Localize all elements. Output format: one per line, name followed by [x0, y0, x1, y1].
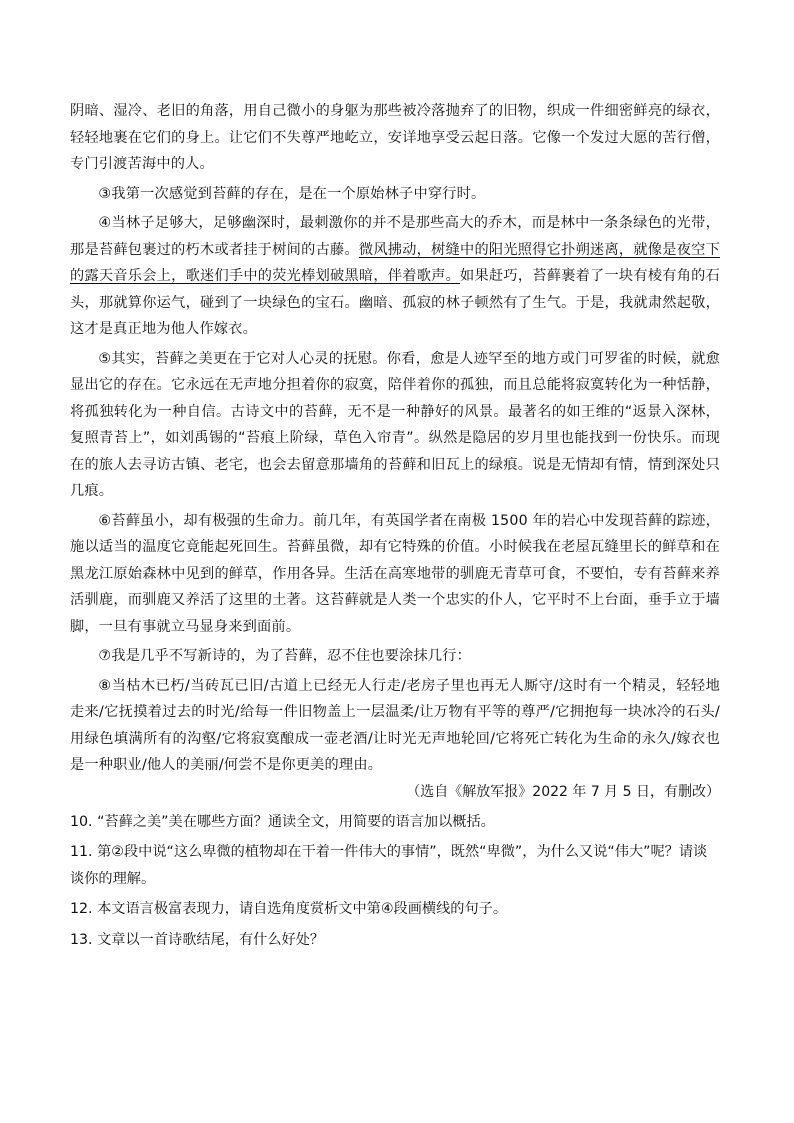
paragraph-5: ⑤其实，苔藓之美更在于它对人心灵的抚慰。你看，愈是人迹罕至的地方或门可罗雀的时候，就愈显出它的存在。它永远在无声地分担着你的寂寞，陪伴着你的孤独，而且总能将寂寞转化为一种恬静，将孤独转化为一种自信。古诗文中的苔藓，无不是一种静好的风景。最著名的如王维的“返景入深林，复照青苔上”，如刘禹锡的“苔痕上阶绿，草色入帘青”。纵然是隐居的岁月里也能找到一份快乐。而现在的旅人去寻访古镇、老宅，也会去留意那墙角的苔藓和旧瓦上的绿痕。说是无情却有情，情到深处只几痕。	[70, 350, 720, 499]
paragraph-continuation: 阴暗、湿冷、老旧的角落，用自己微小的身躯为那些被冷落抛弃了的旧物，织成一件细密鲜亮的绿衣，轻轻地裹在它们的身上。让它们不失尊严地屹立，安详地享受云起日落。它像一个发过大愿的苦行僧，专门引渡苦海中的人。	[70, 103, 720, 172]
paragraph-4	[70, 210, 720, 343]
question-11: 11. 第②段中说“这么卑微的植物却在干着一件伟大的事情”，既然“卑微”，为什么又说“伟大”呢？请谈谈你的理解。	[70, 844, 708, 887]
paragraph-6: ⑥苔藓虽小，却有极强的生命力。前几年，有英国学者在南极 1500 年的岩心中发现苔藓的踪迹，施以适当的温度它竟能起死回生。苔藓虽微，却有它特殊的价值。小时候我在老屋瓦缝里长的鲜草和在黑龙江原始森林中见到的鲜草，作用各异。生活在高寒地带的驯鹿无青草可食，不要怕，专有苔藓来养活驯鹿，而驯鹿又养活了这里的土著。这苔藓就是人类一个忠实的仆人，它平时不上台面，垂手立于墙脚，一旦有事就立马显身来到面前。	[70, 512, 720, 635]
source-citation: （选自《解放军报》2022 年 7 月 5 日，有删改）	[406, 783, 720, 800]
question-12: 12. 本文语言极富表现力，请自选角度赏析文中第④段画横线的句子。	[70, 901, 508, 917]
question-13: 13. 文章以一首诗歌结尾，有什么好处？	[70, 931, 325, 948]
question-10: 10. “苔藓之美”美在哪些方面？通读全文，用简要的语言加以概括。	[70, 813, 495, 830]
paragraph-4-underlined-sentence: 微风拂动，树缝中的阳光照得它扑朔迷离，就像是夜空下的露天音乐会上，歌迷们手中的荧光棒划破黑暗，伴着歌声。	[70, 241, 720, 284]
paragraph-4-part-a: ④当林子足够大，足够幽深时，最刺激你的并不是那些高大的乔木，而是林中一条条绿色的光带，那是苔藓包裹过的朽木或者挂于树间的古藤。	[70, 215, 720, 258]
paragraph-4-part-b: 如果赶巧，苔藓裹着了一块有棱有角的石头，那就算你运气，碰到了一块绿色的宝石。幽暗、孤寂的林子顿然有了生气。于是，我就肃然起敬，这才是真正地为他人作嫁衣。	[70, 268, 720, 337]
paragraph-8-poem: ⑧当枯木已朽/当砖瓦已旧/古道上已经无人行走/老房子里也再无人厮守/这时有一个精灵，轻轻地走来/它抚摸着过去的时光/给每一件旧物盖上一层温柔/让万物有平等的尊严/它拥抱每一块冰冷的石头/用绿色填满所有的沟壑/它将寂寞酿成一壶老酒/让时光无声地轮回/它将死亡转化为生命的永久/嫁衣也是一种职业/他人的美丽/何尝不是你更美的理由。	[70, 677, 720, 773]
document-page	[70, 98, 720, 953]
paragraph-7: ⑦我是几乎不写新诗的，为了苔藓，忍不住也要涂抹几行：	[98, 648, 471, 664]
paragraph-3: ③我第一次感觉到苔藓的存在，是在一个原始林子中穿行时。	[98, 185, 486, 202]
